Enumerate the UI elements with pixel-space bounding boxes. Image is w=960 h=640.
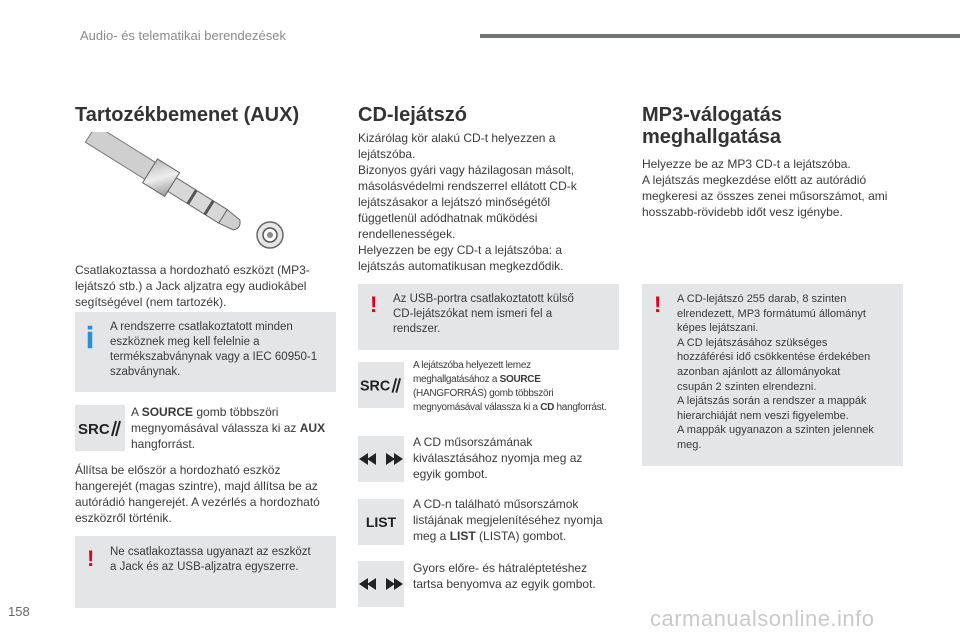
- cd-fast-seek-text: Gyors előre- és hátraléptetéshez tartsa benyomva az egyik gombot.: [413, 561, 596, 591]
- running-header: Audio- és telematikai berendezések: [80, 28, 286, 43]
- cd-track-select-text: A CD műsorszámának kiválasztásához nyomja meg az egyik gombot.: [413, 435, 583, 481]
- svg-text:SRC: SRC: [360, 378, 391, 395]
- fast-seek-buttons[interactable]: [358, 561, 404, 607]
- warning-icon: !: [654, 292, 662, 317]
- seek-arrows-icon: [359, 452, 403, 466]
- track-select-buttons[interactable]: [358, 436, 404, 482]
- svg-text:SRC: SRC: [78, 421, 110, 438]
- cd-paragraph-1: Kizárólag kör alakú CD-t helyezzen a lejátszóba. Bizonyos gyári vagy házilagosan másolt, másolásvédelmi rendszerrel ellátott CD-k lejátszásakor a lejátszó minőségétől függetlenül adódhatnak működési rendellenességek. Helyezzen be egy CD-t a lejátszóba: a lejátszás automatikusan megkezdődik.: [358, 131, 577, 273]
- list-button[interactable]: [358, 499, 404, 545]
- header-bar: [480, 34, 960, 38]
- warning-icon: !: [87, 546, 95, 571]
- cd-source-instructions: A lejátszóba helyezett lemez meghallgatásához a SOURCE (HANGFORRÁS) gomb többszöri megnyomásával válassza ki a CD hangforrást.: [413, 360, 607, 413]
- section-title-aux: Tartozékbemenet (AUX): [75, 104, 300, 126]
- mp3-paragraph-1: Helyezze be az MP3 CD-t a lejátszóba. A lejátszás megkezdése előtt az autórádió megkeresi az összes zenei műsorszámot, ami hosszabb-rövidebb időt vesz igénybe.: [642, 157, 888, 219]
- info-icon: [87, 322, 93, 352]
- src-icon: [360, 375, 402, 395]
- src-icon: [78, 418, 122, 438]
- aux-paragraph-2: Állítsa be először a hordozható eszköz hangerejét (magas szintre), majd állítsa be az autórádió hangerejét. A vezérlés a hordozható eszközről történik.: [75, 463, 320, 525]
- cd-list-text: A CD-n található műsorszámok listájának megjelenítéséhez nyomja meg a LIST (LISTA) gombot.: [413, 497, 603, 543]
- warning-icon: !: [370, 292, 378, 317]
- seek-arrows-icon: [359, 577, 403, 591]
- aux-paragraph-1: Csatlakoztassa a hordozható eszközt (MP3- lejátszó stb.) a Jack aljzatra egy audiokábel segítségével (nem tartozék).: [75, 263, 310, 309]
- warning-note-mp3: ! A CD-lejátszó 255 darab, 8 szinten elrendezett, MP3 formátumú állományt képes lejátszani. A CD lejátszásához szükséges hozzáférési idő csökkentése érdekében azonban ajánlott az állományokat csupán 2 szinten elrendezni. A lejátszás során a rendszer a mappák hierarchiáját nem veszi figyelembe. A mappák ugyanazon a szinten jelennek meg.: [642, 284, 903, 466]
- warning-note-aux: ! Ne csatlakoztassa ugyanazt az eszközt a Jack és az USB-aljzatra egyszerre.: [75, 536, 336, 608]
- aux-source-instructions: A SOURCE gomb többszöri megnyomásával válassza ki az AUX hangforrást.: [131, 405, 326, 451]
- section-title-mp3: MP3-válogatás meghallgatása: [642, 104, 783, 148]
- info-note-aux: A rendszerre csatlakoztatott minden eszköznek meg kell felelnie a termékszabványnak vagy a IEC 60950-1 szabványnak.: [75, 312, 336, 392]
- list-button-label: LIST: [365, 514, 397, 530]
- page-number: 158: [8, 604, 30, 619]
- src-button[interactable]: [358, 362, 404, 408]
- watermark: carmanualsonline.info: [650, 606, 875, 631]
- section-title-cd: CD-lejátszó: [358, 104, 467, 126]
- jack-plug-illustration: [74, 132, 294, 252]
- warning-note-cd: ! Az USB-portra csatlakoztatott külső CD-lejátszókat nem ismeri fel a rendszer.: [358, 284, 619, 350]
- src-button[interactable]: [75, 405, 125, 451]
